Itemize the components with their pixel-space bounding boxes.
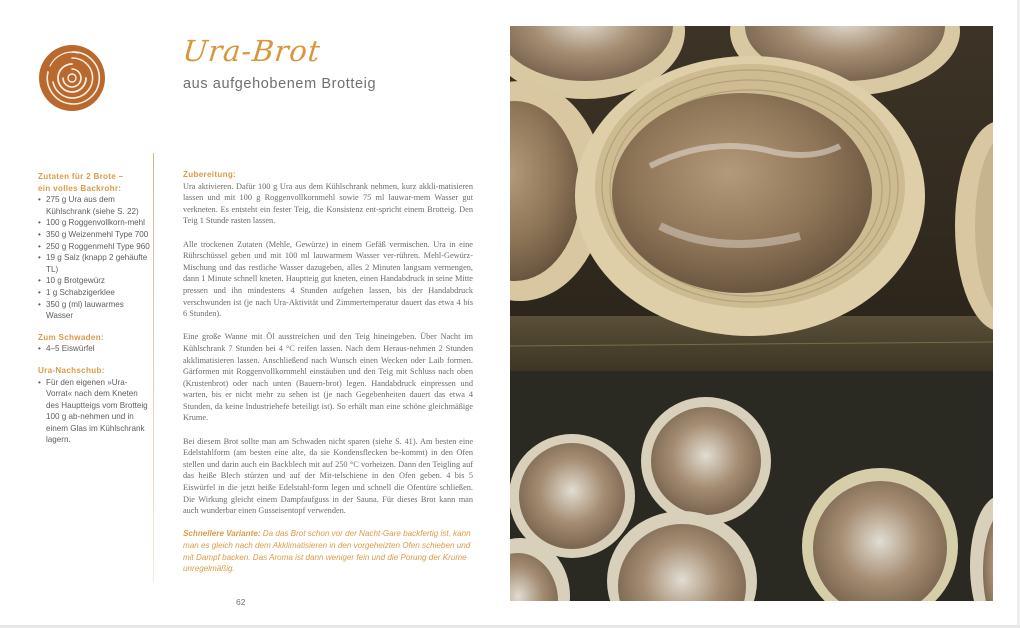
preparation-paragraph: Eine große Wanne mit Öl ausstreichen und den Teig hineingeben. Über Nacht im Kühlschrank 7 Stunden bei 4 °C reifen lassen. Nach dem Heraus-nehmen 2 Stunden akklimatisieren lassen. Anschließend nach Wunsch einen Wecken oder Laib formen. Gärformen mit Roggenvollkornmehl einstäuben und den Teig mit Schluss nach oben (Krustenbrot) oder nach unten (Bauern-brot) legen. Handabdruck einpressen und warten, bis er nicht mehr zu sehen ist (je nach Gegebenheiten dauert das etwa 4 Stunden, da keine Industriehefe beteiligt ist). So erhält man eine schöne gleichmäßige Krume. [183,332,473,423]
column-divider [153,153,154,583]
preparation-column [183,169,473,586]
preparation-paragraph: Bei diesem Brot sollte man am Schwaden nicht sparen (siehe S. 41). Am besten eine Edelstahlform (am besten eine alte, da sie Kondensflecken be-kommt) in den Ofen stellen und darin auch ein Backblech mit auf 250 °C vorheizen. Dann den Teigling auf das heiße Blech stürzen und auf der Mit-telschiene in den Ofen geben. 4 bis 5 Eiswürfel in die jetzt heiße Edelstahl-form legen und schnell die Ofentüre schließen. Die Wirkung gleicht einem Dampfaufguss in der Sauna. Für dieses Brot kann man auch wunderbar einen Gusseisentopf verwenden. [183,436,473,516]
steam-item: • 4–5 Eiswürfel [38,343,150,355]
variant-text: Da das Brot schon vor der Nacht-Gare backfertig ist, kann man es gleich nach dem Akklimatisieren in den vorgeheizten Ofen schieben und mit Dampf backen. Das Aroma ist dann weniger fein und die Porung der Krume unregelmäßig. [183,529,471,574]
refill-list [38,377,150,447]
variant-label: Schnellere Variante: [183,529,261,539]
steam-list [38,343,150,355]
ingredients-list [38,194,150,322]
recipe-subtitle: aus aufgehobenem Brotteig [183,76,377,92]
preparation-heading: Zubereitung: [183,170,237,179]
ingredient-item: • 350 g (ml) lauwarmes Wasser [38,299,150,322]
ingredients-sidebar [38,171,150,456]
ingredient-item: • 250 g Roggenmehl Type 960 [38,241,150,253]
ingredient-item: • 350 g Weizenmehl Type 700 [38,229,150,241]
ingredient-item: • 19 g Salz (knapp 2 gehäufte TL) [38,252,150,275]
steam-heading: Zum Schwaden: [38,332,104,342]
ingredient-item: • 100 g Roggenvollkorn-mehl [38,217,150,229]
page-number: 62 [236,597,246,607]
ingredient-item: • 10 g Brotgewürz [38,275,150,287]
variant-note [183,528,473,574]
ingredient-item: • 275 g Ura aus dem Kühlschrank (siehe S. 22) [38,194,150,217]
recipe-title: Ura-Brot [181,34,323,68]
wood-ring-spiral-icon [38,44,106,112]
preparation-paragraph: Alle trockenen Zutaten (Mehle, Gewürze) in einem Gefäß vermischen. Ura in eine Rührschüssel geben und mit 100 ml lauwarmem Wasser ver-rühren. Mehl-Gewürz-Mischung und das restliche Wasser dazugeben, alles 2 Minuten langsam vermengen, dann 1 Minute schnell kneten. Hauptteig gut kneten, einen Handabdruck in seine Mitte pressen und ihn mindestens 4 Stunden aufgehen lassen, bis der Handabdruck verschwunden ist (je nach Ura-Aktivität und Zimmertemperatur dauert das etwa 4 bis 6 Stunden). [183,239,473,319]
refill-heading: Ura-Nachschub: [38,365,105,375]
preparation-paragraph: Ura aktivieren. Dafür 100 g Ura aus dem Kühlschrank nehmen, kurz akkli-matisieren lassen und mit 100 g Roggenvollkornmehl sowie 75 ml lauwar-mem Wasser gut verkneten. Es entsteht ein fester Teig, die Konsistenz ent-spricht einem Brotteig. Den Teig 1 Stunde rasten lassen. [183,181,473,226]
ingredient-item: • 1 g Schabzigerklee [38,287,150,299]
ingredients-heading: Zutaten für 2 Brote – ein volles Backrohr: [38,172,124,193]
refill-item: • Für den eigenen »Ura-Vorrat« nach dem Kneten des Hauptteigs vom Brotteig 100 g ab-nehmen und in einem Glas im Kühlschrank lagern. [38,377,150,447]
bread-photo [510,26,993,601]
